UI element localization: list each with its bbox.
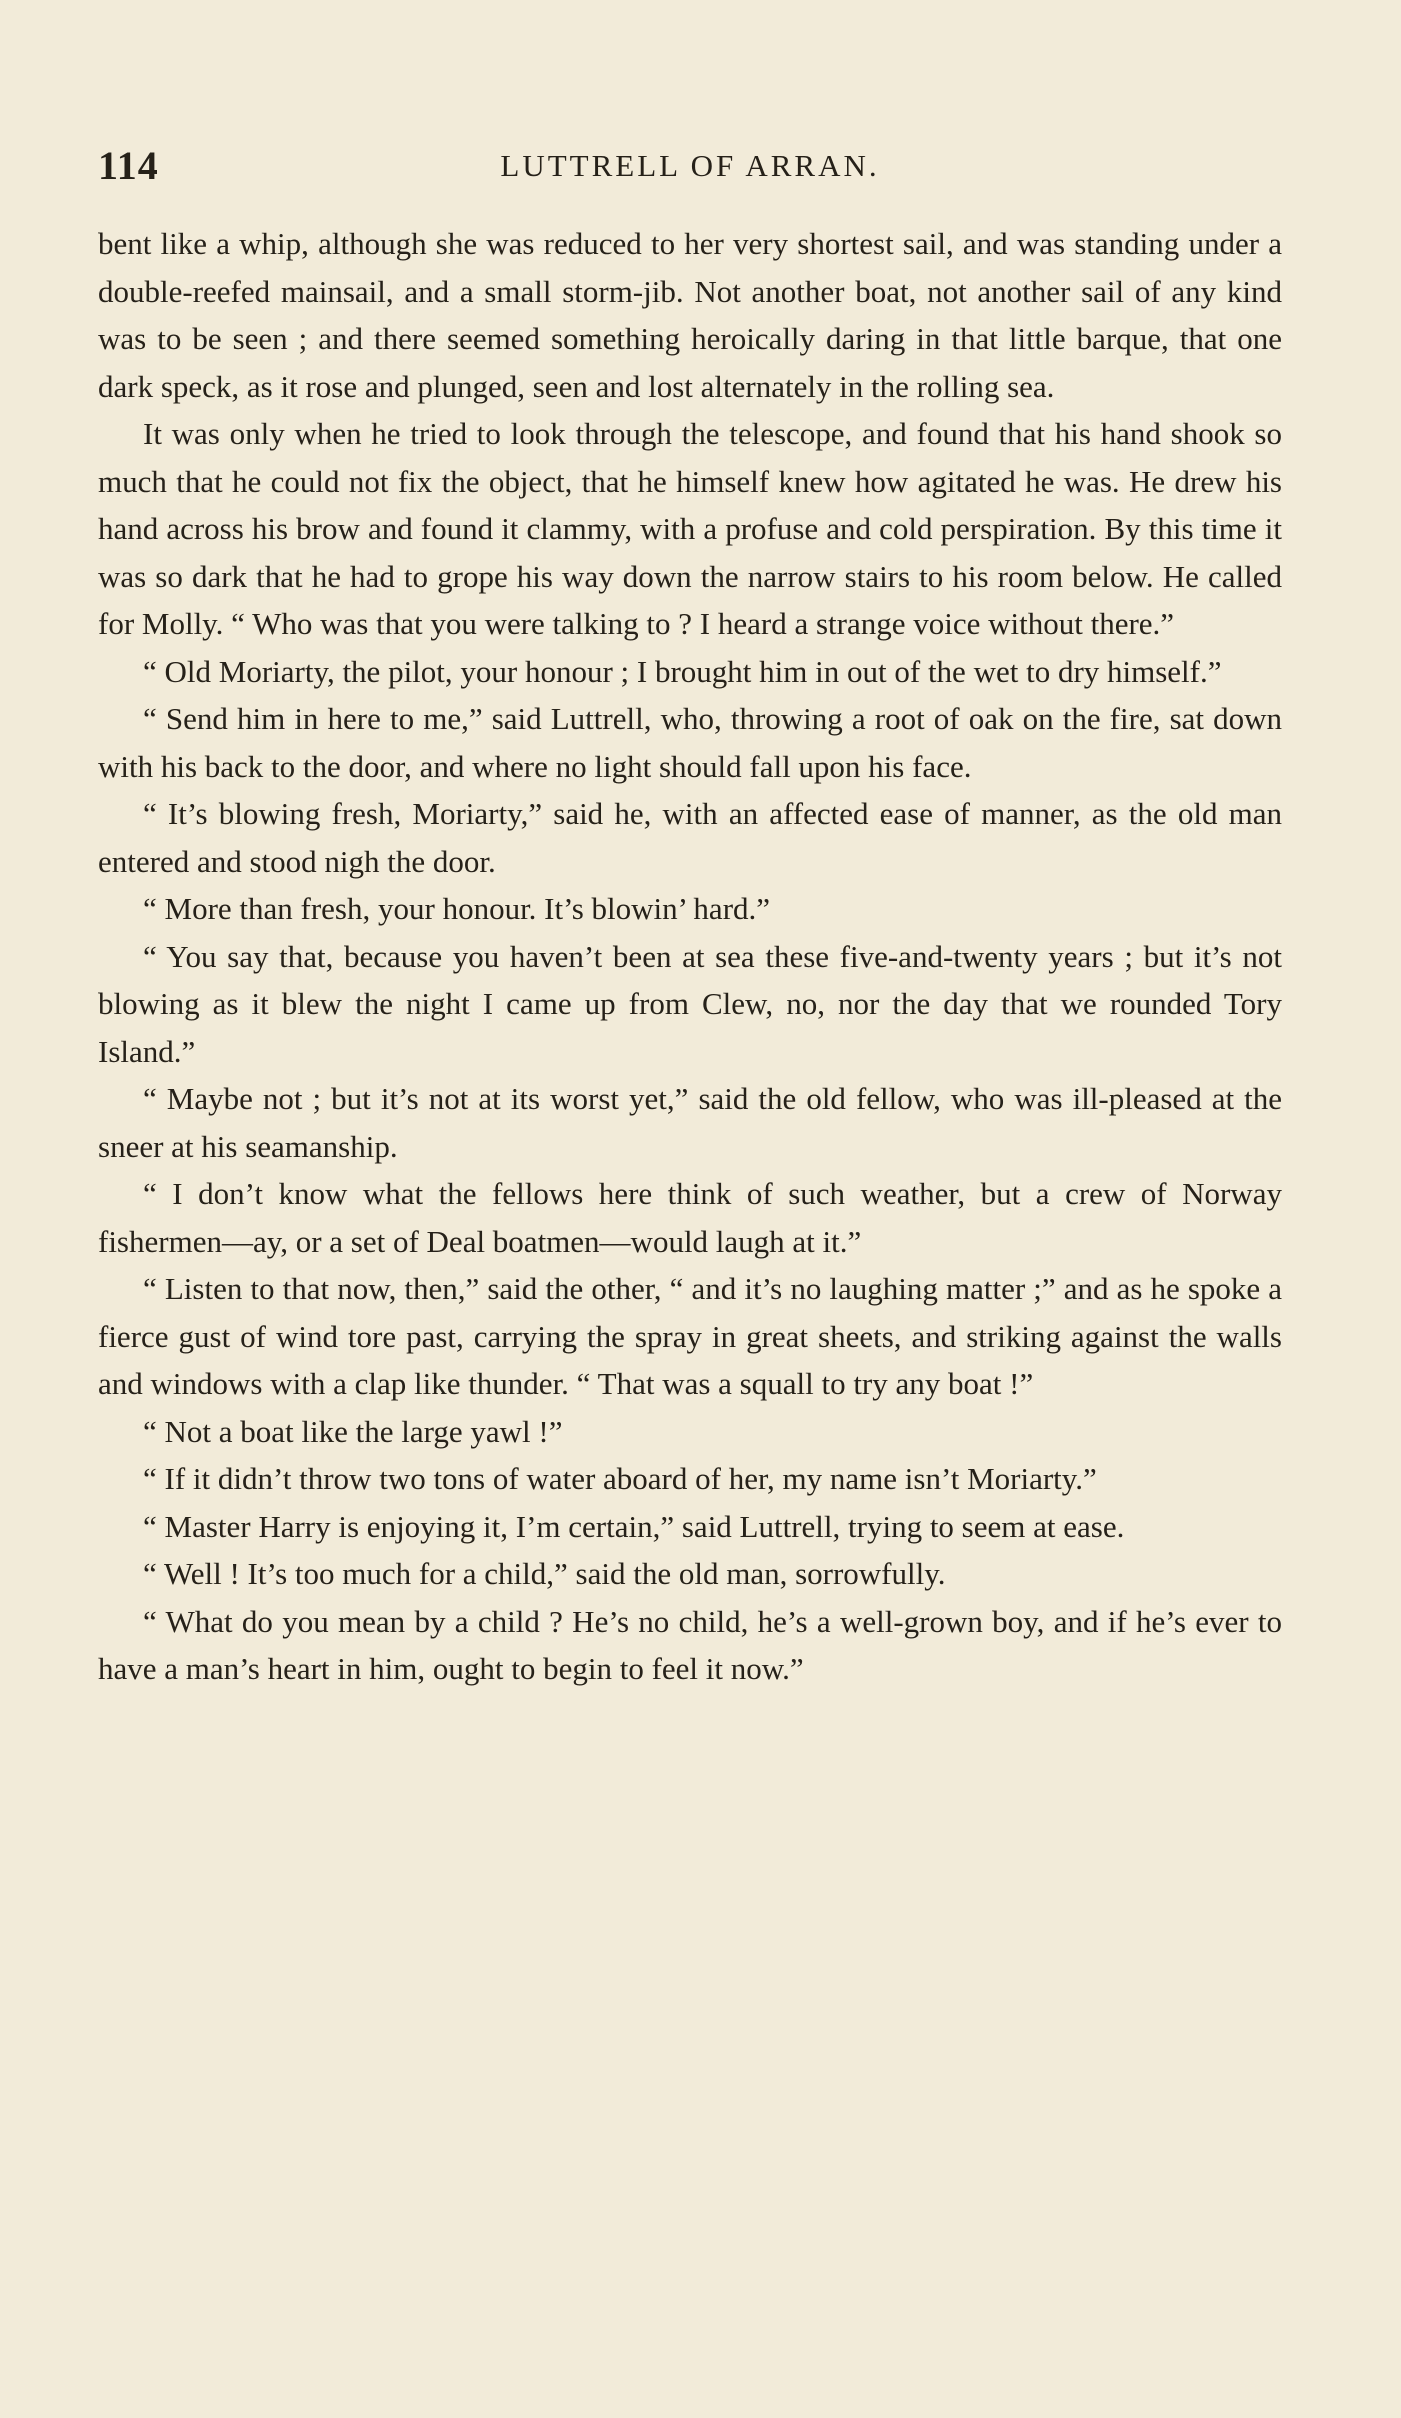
paragraph: “ I don’t know what the fellows here think of such weather, but a crew of Norway fishermen—ay, or a set of Deal boatmen—would laugh at it.” bbox=[98, 1176, 1282, 1259]
paragraph: “ You say that, because you haven’t been at sea these five-and-twenty years ; but it’s not blowing as it blew the night I came up from Clew, no, nor the day that we rounded Tory Island.” bbox=[98, 938, 1282, 1069]
paragraph: bent like a whip, although she was reduced to her very shortest sail, and was standing under a double-reefed mainsail, and a small storm-jib. Not another boat, not another sail of any kind was to be seen ; and there seemed something heroically daring in that little barque, that one dark speck, as it rose and plunged, seen and lost alternately in the rolling sea. bbox=[98, 226, 1282, 404]
running-head: LUTTRELL OF ARRAN. bbox=[500, 148, 880, 183]
page-number: 114 bbox=[98, 143, 159, 188]
paragraph: “ Well ! It’s too much for a child,” said the old man, sorrowfully. bbox=[143, 1556, 946, 1591]
paragraph: “ If it didn’t throw two tons of water aboard of her, my name isn’t Moriarty.” bbox=[143, 1461, 1097, 1496]
paragraph: “ Listen to that now, then,” said the other, “ and it’s no laughing matter ;” and as he spoke a fierce gust of wind tore past, carrying the spray in great sheets, and striking against the walls and windows with a clap like thunder. “ That was a squall to try any boat !” bbox=[98, 1271, 1282, 1401]
paragraph: “ More than fresh, your honour. It’s blowin’ hard.” bbox=[143, 891, 771, 926]
paragraph: “ Master Harry is enjoying it, I’m certain,” said Luttrell, trying to seem at ease. bbox=[143, 1508, 1125, 1544]
paragraph: “ Not a boat like the large yawl !” bbox=[143, 1413, 563, 1449]
page-header bbox=[98, 142, 1282, 202]
paragraph: “ Send him in here to me,” said Luttrell, who, throwing a root of oak on the fire, sat down with his back to the door, and where no light should fall upon his face. bbox=[98, 701, 1282, 784]
body-text bbox=[98, 220, 1282, 1693]
paragraph: “ It’s blowing fresh, Moriarty,” said he, with an affected ease of manner, as the old man entered and stood nigh the door. bbox=[98, 796, 1282, 879]
paragraph: “ Old Moriarty, the pilot, your honour ; I brought him in out of the wet to dry himself.” bbox=[143, 653, 1222, 689]
paragraph: “ Maybe not ; but it’s not at its worst yet,” said the old fellow, who was ill-pleased at the sneer at his seamanship. bbox=[98, 1081, 1282, 1164]
paragraph: It was only when he tried to look through the telescope, and found that his hand shook so much that he could not fix the object, that he himself knew how agitated he was. He drew his hand across his brow and found it clammy, with a profuse and cold perspiration. By this time it was so dark that he had to grope his way down the narrow stairs to his room below. He called for Molly. “ Who was that you were talking to ? I heard a strange voice without there.” bbox=[98, 416, 1282, 641]
paragraph: “ What do you mean by a child ? He’s no child, he’s a well-grown boy, and if he’s ever to have a man’s heart in him, ought to begin to feel it now.” bbox=[98, 1603, 1282, 1686]
